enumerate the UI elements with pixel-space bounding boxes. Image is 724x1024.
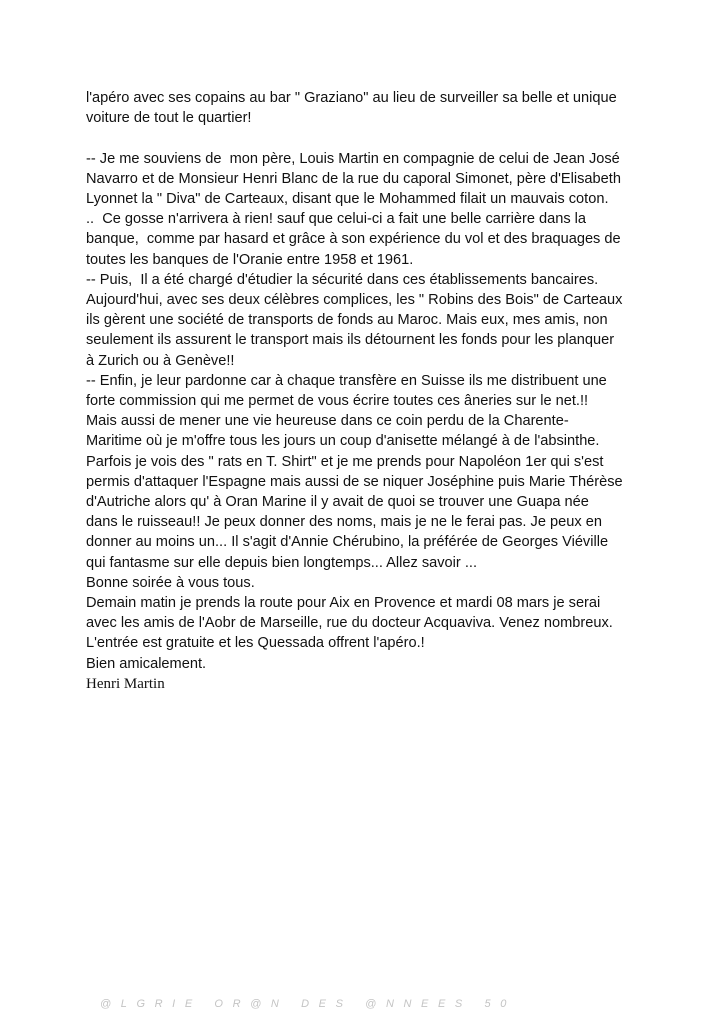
signature: Henri Martin (86, 675, 165, 692)
text-line: Mais aussi de mener une vie heureuse dans ce coin perdu de la Charente- (86, 413, 569, 430)
letter-body (86, 88, 686, 694)
text-line: Lyonnet la " Diva" de Carteaux, disant que le Mohammed filait un mauvais coton. (86, 191, 609, 207)
text-line: permis d'attaquer l'Espagne mais aussi de se niquer Joséphine puis Marie Thérèse (86, 473, 623, 490)
text-line: donner au moins un... Il s'agit d'Annie Chérubino, la préférée de Georges Viéville (86, 534, 609, 551)
text-line: .. Ce gosse n'arrivera à rien! sauf que celui-ci a fait une belle carrière dans la (86, 211, 587, 228)
text-line: -- Je me souviens de mon père, Louis Martin en compagnie de celui de Jean José (86, 150, 620, 167)
text-line: -- Enfin, je leur pardonne car à chaque transfère en Suisse ils me distribuent une (86, 372, 607, 389)
text-line: avec les amis de l'Aobr de Marseille, rue du docteur Acquaviva. Venez nombreux. (86, 615, 613, 632)
text-line: ils gèrent une société de transports de fonds au Maroc. Mais eux, mes amis, non (86, 312, 608, 329)
paragraph-gap (86, 128, 686, 148)
footer-watermark: @LGRIE OR@N DES @NNEES 50 (100, 998, 516, 1010)
text-line: Maritime où je m'offre tous les jours un coup d'anisette mélangé à de l'absinthe. (86, 433, 600, 450)
text-line: voiture de tout le quartier! (86, 110, 252, 127)
text-line: l'apéro avec ses copains au bar " Graziano" au lieu de surveiller sa belle et unique (86, 90, 617, 106)
text-line: L'entrée est gratuite et les Quessada offrent l'apéro.! (86, 635, 425, 652)
text-line: Parfois je vois des " rats en T. Shirt" et je me prends pour Napoléon 1er qui s'est (86, 453, 604, 470)
text-line: Bonne soirée à vous tous. (86, 574, 255, 591)
text-line: forte commission qui me permet de vous écrire toutes ces âneries sur le net.!! (86, 393, 589, 410)
text-line: Demain matin je prends la route pour Aix en Provence et mardi 08 mars je serai (86, 595, 601, 612)
text-line: banque, comme par hasard et grâce à son expérience du vol et des braquages de (86, 231, 621, 248)
text-line: qui fantasme sur elle depuis bien longtemps... Allez savoir ... (86, 554, 477, 571)
text-line: Bien amicalement. (86, 655, 207, 672)
text-line: seulement ils assurent le transport mais ils détournent les fonds pour les planquer (86, 332, 615, 349)
text-line: d'Autriche alors qu' à Oran Marine il y avait de quoi se trouver une Guapa née (86, 494, 589, 511)
text-line: toutes les banques de l'Oranie entre 1958 et 1961. (86, 251, 414, 268)
text-line: Navarro et de Monsieur Henri Blanc de la rue du caporal Simonet, père d'Elisabeth (86, 170, 621, 187)
text-line: Aujourd'hui, avec ses deux célèbres complices, les " Robins des Bois" de Carteaux (86, 292, 623, 309)
text-line: à Zurich ou à Genève!! (86, 352, 235, 369)
text-line: dans le ruisseau!! Je peux donner des noms, mais je ne le ferai pas. Je peux en (86, 514, 602, 531)
text-line: -- Puis, Il a été chargé d'étudier la sécurité dans ces établissements bancaires. (86, 271, 599, 288)
